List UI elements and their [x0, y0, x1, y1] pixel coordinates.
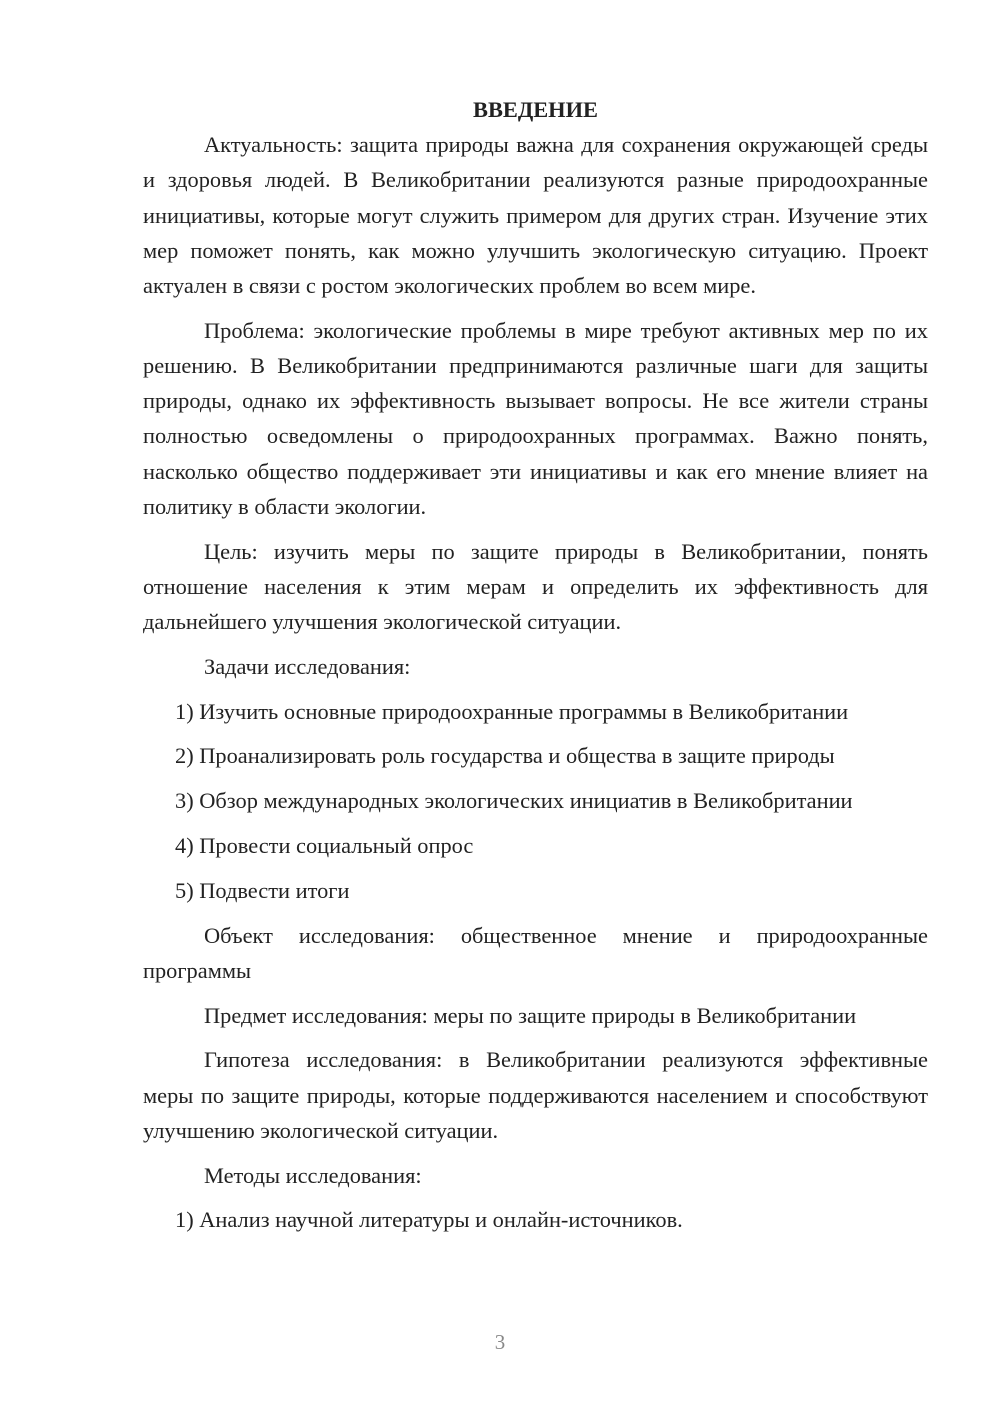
methods-title: Методы исследования:: [204, 1162, 422, 1188]
document-page: [143, 92, 928, 1247]
task-item: 5) Подвести итоги: [175, 877, 350, 903]
subject-paragraph: Предмет исследования: меры по защите природы в Великобритании: [204, 1002, 857, 1028]
task-item: 4) Провести социальный опрос: [175, 833, 474, 859]
problem-paragraph: Проблема: экологические проблемы в мире требуют активных мер по их решению. В Великобритании предпринимаются различные шаги для защиты природы, однако их эффективность вызывает вопросы. Не все жители страны полностью осведомлены о природоохранных программах. Важно понять, насколько общество поддерживает эти инициативы и как его мнение влияет на политику в области экологии.: [143, 317, 928, 519]
section-heading: ВВЕДЕНИЕ: [473, 97, 598, 122]
method-item: 1) Анализ научной литературы и онлайн-источников.: [175, 1207, 683, 1233]
hypothesis-paragraph: Гипотеза исследования: в Великобритании реализуются эффективные меры по защите природы, которые поддерживаются населением и способствуют улучшению экологической ситуации.: [143, 1047, 928, 1143]
task-item: 1) Изучить основные природоохранные программы в Великобритании: [175, 698, 849, 724]
page-number: 3: [494, 1330, 506, 1354]
task-item: 3) Обзор международных экологических инициатив в Великобритании: [175, 788, 853, 814]
tasks-title: Задачи исследования:: [204, 653, 411, 679]
relevance-paragraph: Актуальность: защита природы важна для сохранения окружающей среды и здоровья людей. В Великобритании реализуются разные природоохранные инициативы, которые могут служить примером для других стран. Изучение этих мер поможет понять, как можно улучшить экологическую ситуацию. Проект актуален в связи с ростом экологических проблем во всем мире.: [143, 132, 928, 299]
methods-list: [143, 1202, 928, 1237]
goal-paragraph: Цель: изучить меры по защите природы в Великобритании, понять отношение населения к этим мерам и определить их эффективность для дальнейшего улучшения экологической ситуации.: [143, 538, 928, 635]
tasks-list: [143, 694, 928, 908]
object-paragraph: Объект исследования: общественное мнение и природоохранные программы: [143, 922, 928, 983]
task-item: 2) Проанализировать роль государства и общества в защите природы: [175, 743, 835, 769]
